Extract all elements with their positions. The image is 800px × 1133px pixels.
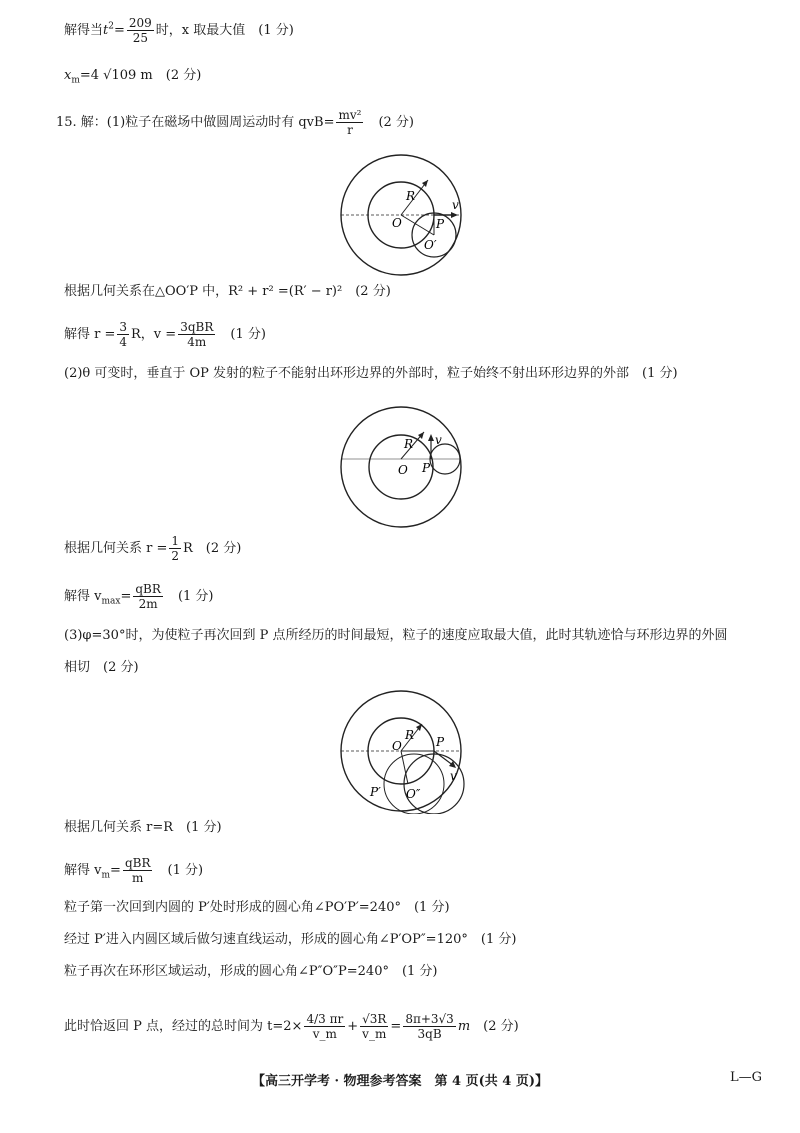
var-t: t	[103, 23, 109, 38]
denominator: 3qB	[417, 1027, 442, 1041]
angle-2: 经过 P′进入内圆区域后做匀速直线运动，形成的圆心角∠P′OP″=120° (1 分)	[64, 932, 517, 947]
score: (1 分)	[177, 589, 214, 604]
score: (1 分)	[167, 863, 204, 878]
numerator: 3	[119, 320, 128, 334]
final-time	[64, 1012, 519, 1041]
part-2: (2)θ 可变时，垂直于 OP 发射的粒子不能射出环形边界的外部时，粒子始终不射出环形边界的外部 (1 分)	[64, 366, 678, 381]
sub: m	[71, 75, 80, 86]
solution-3	[64, 856, 203, 886]
var-m: m	[457, 1019, 471, 1034]
score: (2 分)	[378, 115, 415, 130]
plus: +	[347, 1019, 359, 1034]
score: (2 分)	[483, 1019, 519, 1034]
denominator: 4	[119, 335, 128, 349]
segment-OO	[401, 215, 434, 235]
numerator: 1	[171, 534, 180, 548]
fraction	[117, 320, 129, 349]
text: 此时恰返回 P 点，经过的总时间为 t=2×	[64, 1019, 303, 1034]
denominator: 2	[171, 549, 180, 563]
eq: =	[390, 1019, 402, 1034]
figure-2-circles	[336, 404, 466, 530]
figure-1-circles	[336, 152, 466, 278]
text: 15. 解：(1)粒子在磁场中做圆周运动时有 qvB=	[56, 115, 335, 130]
geometry-1: 根据几何关系在△OO′P 中，R² + r² =(R′ − r)² (2 分)	[64, 284, 391, 299]
eq: =	[110, 863, 121, 878]
sub: max	[101, 596, 121, 607]
numerator: 209	[128, 16, 152, 30]
label-O-prime: O′	[424, 238, 437, 252]
fraction	[403, 1012, 456, 1041]
denominator: v_m	[362, 1027, 387, 1041]
label-v: v	[435, 433, 442, 447]
denominator: v_m	[312, 1027, 337, 1041]
line-x-max	[64, 66, 201, 91]
label-O-double-prime: O″	[406, 787, 421, 801]
denominator: m	[132, 871, 144, 885]
label-P-prime: P′	[370, 785, 381, 799]
text: 解得 v	[64, 863, 102, 878]
fraction	[169, 534, 181, 563]
label-P: P	[436, 217, 445, 231]
part-3a: (3)φ=30°时，为使粒子再次回到 P 点所经历的时间最短，粒子的速度应取最大值，此时其轨迹恰与环形边界的外圆	[64, 628, 728, 643]
label-v: v	[450, 769, 457, 783]
numerator: 8π+3√3	[405, 1012, 454, 1026]
angle-1: 粒子第一次回到内圆的 P′处时形成的圆心角∠PO′P′=240° (1 分)	[64, 900, 450, 915]
label-O: O	[392, 216, 402, 230]
denominator: 4m	[187, 335, 207, 349]
solution-2	[64, 582, 214, 612]
text: R (2 分)	[183, 541, 242, 556]
numerator: mv²	[338, 108, 362, 122]
eq: =	[120, 589, 132, 604]
text: 时，x 取最大值 (1 分)	[155, 23, 294, 38]
denominator: 2m	[138, 597, 158, 611]
denominator: 25	[132, 31, 148, 45]
text: 解得 v	[64, 589, 102, 604]
velocity-arrow	[428, 434, 434, 441]
text: 解得 r =	[64, 327, 116, 342]
numerator: 3qBR	[180, 320, 214, 334]
page-footer: 【高三开学考 · 物理参考答案 第 4 页(共 4 页)】	[251, 1074, 549, 1089]
trajectory-circle	[404, 754, 464, 814]
part-3b: 相切 (2 分)	[64, 660, 139, 675]
numerator: √3R	[362, 1012, 387, 1026]
label-v: v	[452, 198, 459, 212]
label-P: P	[422, 461, 431, 475]
sup-2: 2	[108, 21, 114, 32]
fraction	[133, 582, 163, 611]
fraction	[127, 16, 154, 45]
label-R: R	[404, 437, 414, 451]
label-O: O	[392, 739, 402, 753]
eq: =	[113, 23, 125, 38]
numerator: qBR	[135, 582, 161, 596]
fraction	[360, 1012, 388, 1041]
solution-1	[64, 320, 266, 349]
fraction	[304, 1012, 345, 1041]
trajectory-circle-2	[384, 754, 444, 814]
denominator: r	[347, 123, 353, 137]
fraction	[336, 108, 363, 137]
q15-line	[56, 108, 414, 137]
sub: m	[101, 870, 111, 881]
label-R: R	[406, 189, 416, 203]
angle-3: 粒子再次在环形区域运动，形成的圆心角∠P″O″P=240° (1 分)	[64, 964, 438, 979]
label-P: P	[436, 735, 445, 749]
label-O: O	[398, 463, 408, 477]
label-R: R	[405, 728, 415, 742]
doc-code: L—G	[729, 1070, 762, 1085]
numerator: 4/3 πr	[306, 1012, 344, 1026]
geometry-3: 根据几何关系 r=R (1 分)	[64, 820, 222, 835]
figure-3-circles	[336, 688, 466, 814]
fraction	[178, 320, 215, 349]
numerator: qBR	[124, 856, 151, 870]
line-t-max	[64, 16, 294, 45]
text: 根据几何关系 r =	[64, 541, 168, 556]
text: =4 √109 m (2 分)	[79, 68, 202, 83]
velocity-arrow	[451, 212, 458, 218]
score: (1 分)	[230, 327, 266, 342]
geometry-2	[64, 534, 241, 563]
var-x: x	[64, 68, 72, 83]
text: 解得当	[64, 23, 104, 38]
text: R，v =	[131, 327, 177, 342]
fraction	[123, 856, 153, 885]
